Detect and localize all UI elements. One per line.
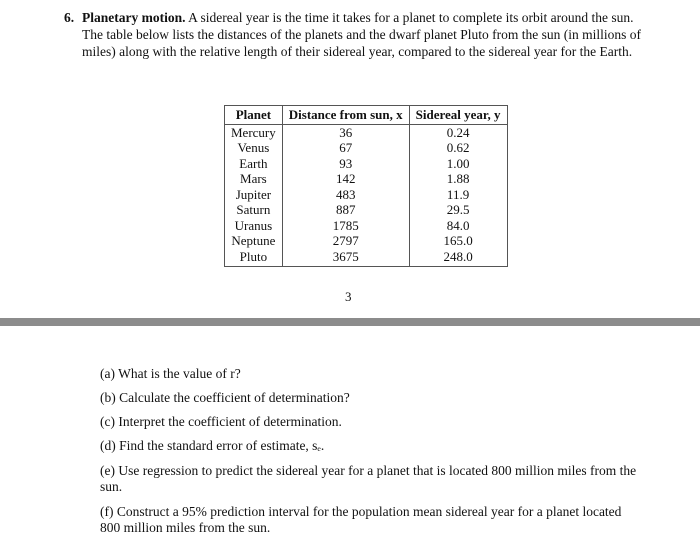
planet-cell: Mercury <box>225 124 283 140</box>
planet-cell: Mars <box>225 171 283 187</box>
year-cell: 84.0 <box>409 218 507 234</box>
year-cell: 29.5 <box>409 202 507 218</box>
question-b: (b) Calculate the coefficient of determination? <box>100 390 350 405</box>
problem-title: Planetary motion. <box>82 10 186 25</box>
table-row <box>225 249 508 267</box>
question-d: (d) Find the standard error of estimate, sₑ. <box>100 438 325 453</box>
planet-cell: Jupiter <box>225 187 283 203</box>
table-row <box>225 124 508 140</box>
distance-cell: 887 <box>282 202 409 218</box>
year-cell: 0.62 <box>409 140 507 156</box>
question-e: (e) Use regression to predict the sidereal year for a planet that is located 800 million miles from the sun. <box>100 463 637 494</box>
distance-cell: 1785 <box>282 218 409 234</box>
planet-cell: Neptune <box>225 233 283 249</box>
planet-cell: Venus <box>225 140 283 156</box>
table-row <box>225 187 508 203</box>
year-cell: 248.0 <box>409 249 507 267</box>
table-row <box>225 218 508 234</box>
table-row <box>225 202 508 218</box>
header-sidereal-year: Sidereal year, y <box>409 106 507 125</box>
page-bottom <box>0 326 700 545</box>
problem-statement <box>64 9 642 60</box>
planet-cell: Earth <box>225 156 283 172</box>
planet-cell: Uranus <box>225 218 283 234</box>
distance-cell: 3675 <box>282 249 409 267</box>
distance-cell: 142 <box>282 171 409 187</box>
table-row <box>225 233 508 249</box>
distance-cell: 483 <box>282 187 409 203</box>
table-row <box>225 171 508 187</box>
problem-intro: A sidereal year is the time it takes for a planet to complete its orbit around the sun. The table below lists the distances of the planets and the dwarf planet Pluto from the sun (in millions of miles) along with the relative length of their sidereal year, compared to the sidereal year for the Earth. <box>82 10 642 59</box>
header-distance: Distance from sun, x <box>282 106 409 125</box>
planets-table <box>224 105 508 267</box>
year-cell: 11.9 <box>409 187 507 203</box>
problem-number: 6. <box>64 10 75 25</box>
table-row <box>225 156 508 172</box>
question-a: (a) What is the value of r? <box>100 366 241 381</box>
year-cell: 0.24 <box>409 124 507 140</box>
planet-cell: Saturn <box>225 202 283 218</box>
distance-cell: 36 <box>282 124 409 140</box>
distance-cell: 67 <box>282 140 409 156</box>
year-cell: 1.88 <box>409 171 507 187</box>
distance-cell: 93 <box>282 156 409 172</box>
distance-cell: 2797 <box>282 233 409 249</box>
year-cell: 1.00 <box>409 156 507 172</box>
planet-cell: Pluto <box>225 249 283 267</box>
year-cell: 165.0 <box>409 233 507 249</box>
question-c: (c) Interpret the coefficient of determination. <box>100 414 342 429</box>
question-f: (f) Construct a 95% prediction interval for the population mean sidereal year for a planet located 800 million miles from the sun. <box>100 504 622 535</box>
page-number: 3 <box>345 289 352 304</box>
header-planet: Planet <box>225 106 283 125</box>
table-row <box>225 140 508 156</box>
table-header-row <box>225 106 508 125</box>
page-divider <box>0 318 700 326</box>
